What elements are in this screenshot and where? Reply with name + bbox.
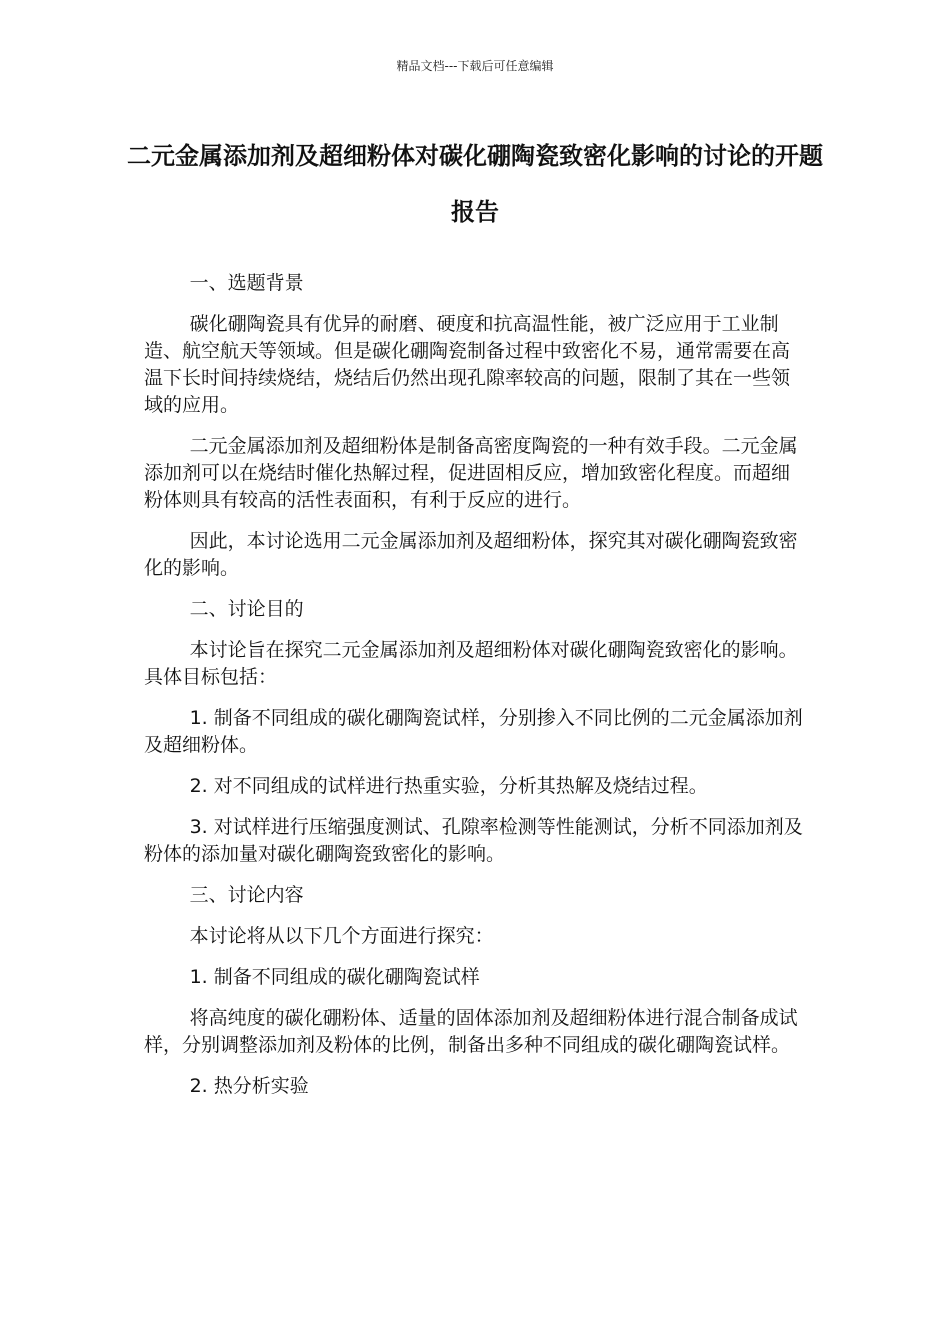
section-heading-purpose: 二、讨论目的 [189, 598, 304, 620]
subheading-thermal-analysis: 2. 热分析实验 [189, 1075, 309, 1097]
section-heading-content: 三、讨论内容 [189, 884, 304, 906]
subheading-sample-prep: 1. 制备不同组成的碳化硼陶瓷试样 [189, 966, 480, 988]
paragraph-purpose: 本讨论旨在探究二元金属添加剂及超细粉体对碳化硼陶瓷致密化的影响。具体目标包括： [144, 639, 798, 688]
paragraph-sample-prep: 将高纯度的碳化硼粉体、适量的固体添加剂及超细粉体进行混合制备成试样，分别调整添加剂及粉体的比例，制备出多种不同组成的碳化硼陶瓷试样。 [144, 1007, 798, 1056]
paragraph-therefore: 因此，本讨论选用二元金属添加剂及超细粉体，探究其对碳化硼陶瓷致密化的影响。 [144, 530, 798, 579]
paragraph-background: 碳化硼陶瓷具有优异的耐磨、硬度和抗高温性能，被广泛应用于工业制造、航空航天等领域。但是碳化硼陶瓷制备过程中致密化不易，通常需要在高温下长时间持续烧结，烧结后仍然出现孔隙率较高的问题，限制了其在一些领域的应用。 [144, 313, 791, 416]
paragraph-additives: 二元金属添加剂及超细粉体是制备高密度陶瓷的一种有效手段。二元金属添加剂可以在烧结时催化热解过程，促进固相反应，增加致密化程度。而超细粉体则具有较高的活性表面积，有利于反应的进行。 [144, 435, 798, 511]
section-heading-background: 一、选题背景 [189, 272, 304, 294]
paragraph-content-intro: 本讨论将从以下几个方面进行探究： [189, 925, 494, 947]
list-item-goal-3: 3. 对试样进行压缩强度测试、孔隙率检测等性能测试，分析不同添加剂及粉体的添加量对碳化硼陶瓷致密化的影响。 [144, 816, 803, 865]
list-item-goal-2: 2. 对不同组成的试样进行热重实验，分析其热解及烧结过程。 [189, 775, 708, 797]
document-title: 二元金属添加剂及超细粉体对碳化硼陶瓷致密化影响的讨论的开题报告 [127, 142, 823, 226]
list-item-goal-1: 1. 制备不同组成的碳化硼陶瓷试样，分别掺入不同比例的二元金属添加剂及超细粉体。 [144, 707, 803, 756]
document-body [144, 270, 804, 1114]
header-note: 精品文档---下载后可任意编辑 [396, 59, 554, 73]
